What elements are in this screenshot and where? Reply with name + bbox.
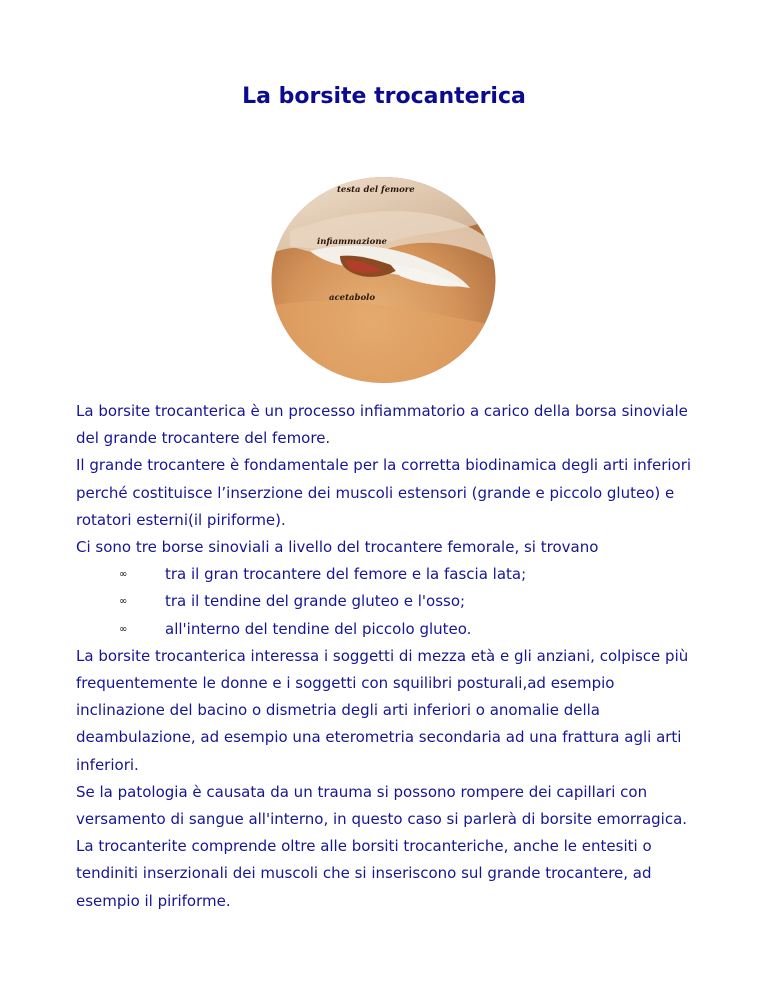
paragraph-trauma: Se la patologia è causata da un trauma si possono rompere dei capillari con versamento di sangue all'interno, in questo caso si parlerà di borsite emorragica. xyxy=(76,782,688,829)
paragraph-bursae: Ci sono tre borse sinoviali a livello del trocantere femorale, si trovano xyxy=(76,538,599,557)
list-item-text: tra il tendine del grande gluteo e l'osso; xyxy=(165,592,466,611)
bullet-icon: ∞ xyxy=(119,569,128,581)
paragraph-trochanteritis: La trocanterite comprende oltre alle borsiti trocanteriche, anche le entesiti o tendiniti inserzionali dei muscoli che si inseriscono sul grande trocantere, ad esempio il piriforme. xyxy=(76,837,652,910)
list-item-text: all'interno del tendine del piccolo gluteo. xyxy=(165,619,472,638)
paragraph-affected-subjects: La borsite trocanterica interessa i soggetti di mezza età e gli anziani, colpisce più frequentemente le donne e i soggetti con squilibri posturali,ad esempio inclinazione del bacino o dismetria degli arti inferiori o anomalie della deambulazione, ad esempio una eterometria secondaria ad una frattura agli arti inferiori. xyxy=(76,646,689,774)
bullet-icon: ∞ xyxy=(119,596,128,608)
list-item xyxy=(76,561,696,588)
paragraph-trochanter: Il grande trocantere è fondamentale per la corretta biodinamica degli arti inferiori perché costituisce l’inserzione dei muscoli estensori (grande e piccolo gluteo) e rotatori esterni(il piriforme). xyxy=(76,456,692,529)
page-title: La borsite trocanterica xyxy=(242,84,526,109)
list-item-text: tra il gran trocantere del femore e la fascia lata; xyxy=(165,565,527,584)
list-item xyxy=(76,588,696,615)
bursae-list xyxy=(76,561,696,643)
label-acetabulum: acetabolo xyxy=(329,293,376,303)
article-body xyxy=(76,398,696,915)
arthroscopy-image xyxy=(270,176,497,384)
arthroscopy-image-drawing xyxy=(270,176,497,384)
label-femoral-head: testa del femore xyxy=(337,185,415,195)
bullet-icon: ∞ xyxy=(119,623,128,635)
label-inflammation: infiammazione xyxy=(317,237,387,247)
paragraph-intro: La borsite trocanterica è un processo infiammatorio a carico della borsa sinoviale del grande trocantere del femore. xyxy=(76,402,688,448)
list-item xyxy=(76,616,696,643)
